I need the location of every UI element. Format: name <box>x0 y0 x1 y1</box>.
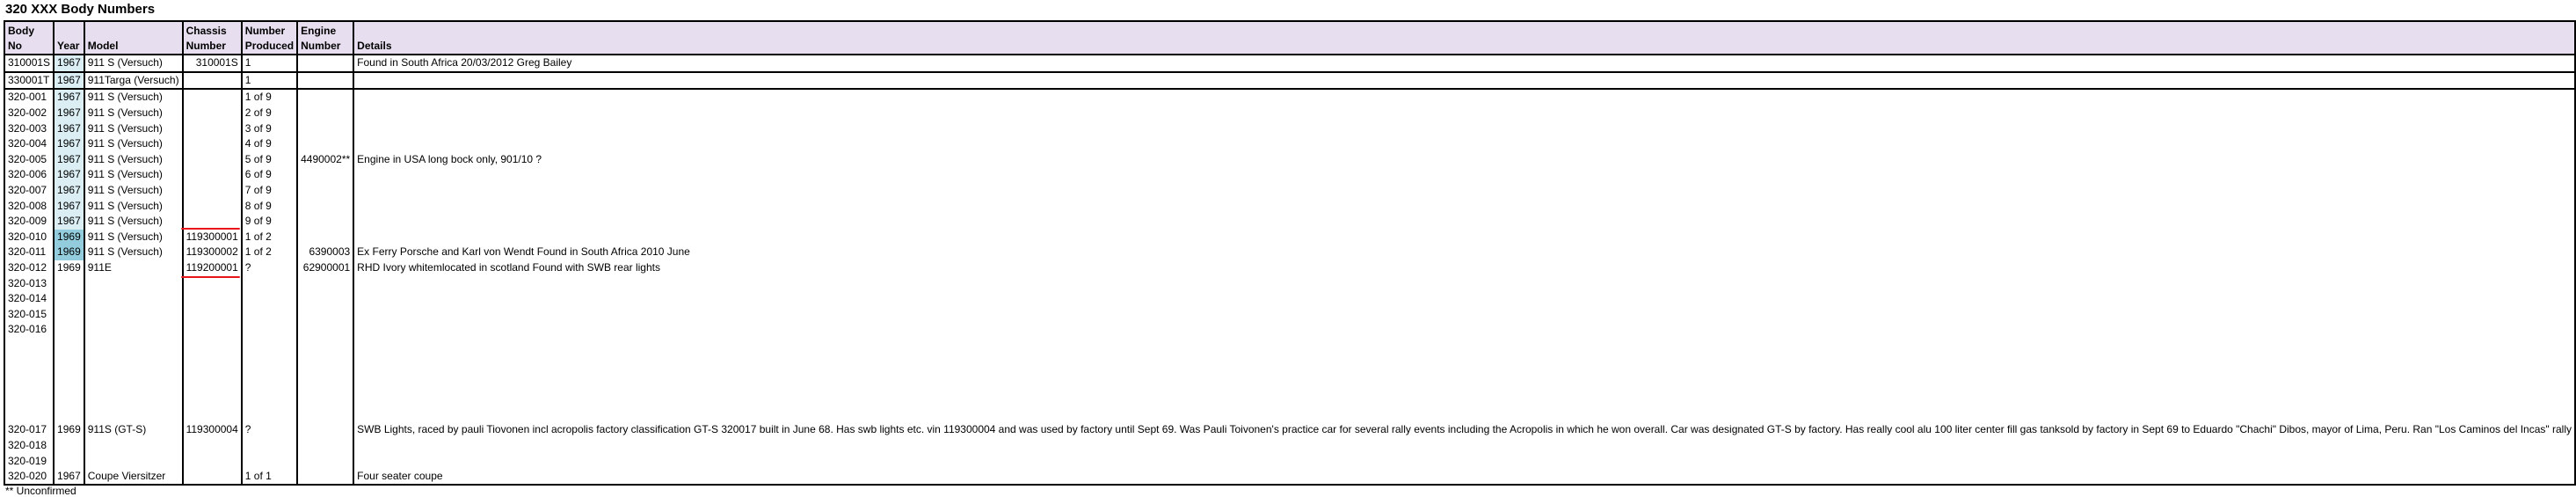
cell-engine[interactable] <box>297 198 353 214</box>
cell-produced[interactable] <box>242 275 297 291</box>
cell-year[interactable] <box>54 245 84 260</box>
table-row <box>4 183 2575 199</box>
year-value: 1967 <box>57 199 81 212</box>
cell-body-no[interactable] <box>4 275 54 291</box>
table-row <box>4 106 2575 121</box>
cell-chassis[interactable] <box>183 106 242 121</box>
cell-body-no[interactable] <box>4 453 54 469</box>
produced-value: 1 <box>244 56 251 69</box>
cell-engine[interactable] <box>297 453 353 469</box>
cell-model[interactable] <box>84 121 183 136</box>
cell-produced[interactable] <box>242 322 297 338</box>
cell-details[interactable] <box>353 245 2575 260</box>
table-row <box>4 245 2575 260</box>
cell-year[interactable] <box>54 453 84 469</box>
body-no-value: 320-011 <box>8 245 47 259</box>
red-underline-mark <box>181 276 240 278</box>
chassis-value: 119300002 <box>186 245 238 259</box>
header-year[interactable]: Year <box>54 21 84 55</box>
cell-body-no[interactable] <box>4 230 54 245</box>
cell-chassis[interactable] <box>183 291 242 307</box>
cell-produced[interactable] <box>242 72 297 90</box>
year-value: 1969 <box>57 423 81 436</box>
header-row <box>4 21 2575 55</box>
body-numbers-table <box>4 20 2576 486</box>
cell-chassis[interactable] <box>183 183 242 199</box>
cell-chassis[interactable] <box>183 245 242 260</box>
produced-value: 2 of 9 <box>244 106 272 120</box>
body-no-value: 320-019 <box>8 454 47 467</box>
cell-year[interactable] <box>54 183 84 199</box>
header-number-produced[interactable]: Number Produced <box>242 21 297 55</box>
cell-year[interactable] <box>54 152 84 168</box>
cell-chassis[interactable] <box>183 307 242 323</box>
table-row <box>4 230 2575 245</box>
cell-chassis[interactable] <box>183 260 242 276</box>
table-row <box>4 338 2575 438</box>
cell-produced[interactable] <box>242 338 297 438</box>
model-value: 911 S (Versuch) <box>87 199 163 212</box>
table-row <box>4 136 2575 152</box>
cell-model[interactable] <box>84 338 183 438</box>
cell-chassis[interactable] <box>183 136 242 152</box>
year-value: 1969 <box>57 230 81 243</box>
cell-produced[interactable] <box>242 198 297 214</box>
cell-chassis[interactable] <box>183 89 242 106</box>
cell-body-no[interactable] <box>4 322 54 338</box>
cell-produced[interactable] <box>242 245 297 260</box>
table-row <box>4 121 2575 136</box>
cell-engine[interactable] <box>297 152 353 168</box>
cell-produced[interactable] <box>242 152 297 168</box>
engine-value: 62900001 <box>302 261 351 274</box>
cell-engine[interactable] <box>297 438 353 454</box>
produced-value: ? <box>244 261 251 274</box>
model-value: Coupe Viersitzer <box>87 470 166 483</box>
cell-engine[interactable] <box>297 55 353 72</box>
cell-produced[interactable] <box>242 214 297 230</box>
body-no-value: 320-003 <box>8 121 47 135</box>
model-value: 911Targa (Versuch) <box>87 73 179 86</box>
produced-value: 1 of 2 <box>244 245 272 259</box>
cell-produced[interactable] <box>242 230 297 245</box>
body-no-value: 330001T <box>8 73 50 86</box>
details-value: RHD Ivory whitemlocated in scotland Found with SWB rear lights <box>357 261 660 274</box>
body-no-value: 320-017 <box>8 423 47 436</box>
cell-details[interactable] <box>353 438 2575 454</box>
chassis-value: 119300004 <box>186 423 238 436</box>
chassis-value: 119200001 <box>186 260 238 275</box>
model-value: 911 S (Versuch) <box>87 215 163 228</box>
cell-model[interactable] <box>84 89 183 106</box>
year-value: 1967 <box>57 91 81 104</box>
cell-model[interactable] <box>84 72 183 90</box>
year-value: 1967 <box>57 106 81 120</box>
cell-engine[interactable] <box>297 322 353 338</box>
cell-year[interactable] <box>54 469 84 486</box>
year-value: 1967 <box>57 73 81 86</box>
cell-model[interactable] <box>84 291 183 307</box>
body-no-value: 320-016 <box>8 323 47 336</box>
cell-body-no[interactable] <box>4 291 54 307</box>
cell-details[interactable] <box>353 260 2575 276</box>
table-row <box>4 307 2575 323</box>
cell-details[interactable] <box>353 307 2575 323</box>
table-row <box>4 55 2575 72</box>
table-row <box>4 453 2575 469</box>
cell-engine[interactable] <box>297 72 353 90</box>
cell-produced[interactable] <box>242 291 297 307</box>
cell-details[interactable] <box>353 275 2575 291</box>
cell-body-no[interactable] <box>4 89 54 106</box>
cell-chassis[interactable] <box>183 230 242 245</box>
model-value: 911 S (Versuch) <box>87 245 163 259</box>
year-value: 1969 <box>57 261 81 274</box>
cell-details[interactable] <box>353 106 2575 121</box>
cell-body-no[interactable] <box>4 183 54 199</box>
cell-engine[interactable] <box>297 167 353 183</box>
engine-value: 6390003 <box>309 245 351 259</box>
produced-value: 3 of 9 <box>244 121 272 135</box>
table-row <box>4 214 2575 230</box>
cell-details[interactable] <box>353 121 2575 136</box>
model-value: 911 S (Versuch) <box>87 184 163 197</box>
year-value: 1967 <box>57 137 81 150</box>
cell-engine[interactable] <box>297 469 353 486</box>
year-value: 1967 <box>57 184 81 197</box>
cell-body-no[interactable] <box>4 55 54 72</box>
year-value: 1967 <box>57 121 81 135</box>
year-value: 1967 <box>57 56 81 69</box>
cell-chassis[interactable] <box>183 121 242 136</box>
cell-details[interactable] <box>353 214 2575 230</box>
model-value: 911 S (Versuch) <box>87 121 163 135</box>
details-value: Found in South Africa 20/03/2012 Greg Bailey <box>357 56 572 69</box>
cell-details[interactable] <box>353 230 2575 245</box>
produced-value: 9 of 9 <box>244 215 272 228</box>
cell-produced[interactable] <box>242 438 297 454</box>
produced-value: 8 of 9 <box>244 199 272 212</box>
year-value: 1967 <box>57 470 81 483</box>
model-value: 911 S (Versuch) <box>87 230 163 243</box>
cell-produced[interactable] <box>242 469 297 486</box>
produced-value: 1 <box>244 73 251 86</box>
body-no-value: 320-018 <box>8 438 47 451</box>
cell-engine[interactable] <box>297 307 353 323</box>
body-no-value: 320-007 <box>8 184 47 197</box>
produced-value: 7 of 9 <box>244 184 272 197</box>
table-row <box>4 167 2575 183</box>
cell-details[interactable] <box>353 338 2575 438</box>
cell-chassis[interactable] <box>183 167 242 183</box>
produced-value: 4 of 9 <box>244 137 272 150</box>
cell-body-no[interactable] <box>4 307 54 323</box>
table-row <box>4 89 2575 106</box>
cell-year[interactable] <box>54 214 84 230</box>
cell-details[interactable] <box>353 198 2575 214</box>
cell-year[interactable] <box>54 338 84 438</box>
year-value: 1967 <box>57 168 81 181</box>
cell-chassis[interactable] <box>183 469 242 486</box>
cell-model[interactable] <box>84 275 183 291</box>
cell-details[interactable] <box>353 167 2575 183</box>
cell-produced[interactable] <box>242 55 297 72</box>
body-no-value: 320-012 <box>8 261 47 274</box>
cell-details[interactable] <box>353 89 2575 106</box>
header-details[interactable]: Details <box>353 21 2575 55</box>
cell-chassis[interactable] <box>183 55 242 72</box>
cell-engine[interactable] <box>297 106 353 121</box>
cell-details[interactable] <box>353 453 2575 469</box>
table-row <box>4 275 2575 291</box>
cell-produced[interactable] <box>242 167 297 183</box>
cell-chassis[interactable] <box>183 72 242 90</box>
body-no-value: 320-001 <box>8 91 47 104</box>
cell-produced[interactable] <box>242 307 297 323</box>
produced-value: 5 of 9 <box>244 152 272 165</box>
header-chassis-number[interactable]: Chassis Number <box>183 21 242 55</box>
cell-engine[interactable] <box>297 260 353 276</box>
cell-body-no[interactable] <box>4 106 54 121</box>
cell-details[interactable] <box>353 72 2575 90</box>
cell-model[interactable] <box>84 307 183 323</box>
cell-model[interactable] <box>84 198 183 214</box>
cell-engine[interactable] <box>297 136 353 152</box>
header-model[interactable]: Model <box>84 21 183 55</box>
cell-chassis[interactable] <box>183 152 242 168</box>
cell-year[interactable] <box>54 72 84 90</box>
cell-engine[interactable] <box>297 338 353 438</box>
cell-body-no[interactable] <box>4 198 54 214</box>
table-row <box>4 291 2575 307</box>
table-row <box>4 322 2575 338</box>
cell-chassis[interactable] <box>183 438 242 454</box>
body-no-value: 320-008 <box>8 199 47 212</box>
cell-year[interactable] <box>54 230 84 245</box>
cell-chassis[interactable] <box>183 214 242 230</box>
cell-model[interactable] <box>84 322 183 338</box>
cell-engine[interactable] <box>297 121 353 136</box>
table-row <box>4 438 2575 454</box>
cell-details[interactable] <box>353 55 2575 72</box>
produced-value: ? <box>244 423 251 436</box>
cell-engine[interactable] <box>297 275 353 291</box>
cell-body-no[interactable] <box>4 245 54 260</box>
cell-model[interactable] <box>84 106 183 121</box>
cell-year[interactable] <box>54 307 84 323</box>
body-no-value: 320-010 <box>8 230 47 243</box>
cell-model[interactable] <box>84 453 183 469</box>
table-row <box>4 198 2575 214</box>
cell-body-no[interactable] <box>4 121 54 136</box>
cell-model[interactable] <box>84 136 183 152</box>
cell-year[interactable] <box>54 121 84 136</box>
cell-model[interactable] <box>84 214 183 230</box>
cell-body-no[interactable] <box>4 438 54 454</box>
cell-model[interactable] <box>84 183 183 199</box>
cell-produced[interactable] <box>242 453 297 469</box>
cell-produced[interactable] <box>242 260 297 276</box>
produced-value: 1 of 1 <box>244 470 272 483</box>
details-value: Four seater coupe <box>357 470 443 483</box>
cell-chassis[interactable] <box>183 198 242 214</box>
body-no-value: 320-020 <box>8 470 47 483</box>
cell-body-no[interactable] <box>4 469 54 486</box>
cell-engine[interactable] <box>297 214 353 230</box>
produced-value: 1 of 9 <box>244 91 272 104</box>
year-value: 1967 <box>57 152 81 165</box>
cell-body-no[interactable] <box>4 72 54 90</box>
cell-year[interactable] <box>54 438 84 454</box>
cell-chassis[interactable] <box>183 453 242 469</box>
header-engine-number[interactable]: Engine Number <box>297 21 353 55</box>
year-value: 1967 <box>57 215 81 228</box>
cell-engine[interactable] <box>297 183 353 199</box>
sheet-title: 320 XXX Body Numbers <box>5 2 156 17</box>
cell-engine[interactable] <box>297 230 353 245</box>
footnote: ** Unconfirmed <box>5 485 76 497</box>
cell-details[interactable] <box>353 469 2575 486</box>
body-no-value: 320-014 <box>8 292 47 305</box>
cell-model[interactable] <box>84 245 183 260</box>
cell-details[interactable] <box>353 291 2575 307</box>
body-no-value: 320-002 <box>8 106 47 120</box>
cell-body-no[interactable] <box>4 338 54 438</box>
cell-year[interactable] <box>54 322 84 338</box>
cell-body-no[interactable] <box>4 260 54 276</box>
details-value: Ex Ferry Porsche and Karl von Wendt Found in South Africa 2010 June <box>357 245 690 259</box>
table-row <box>4 260 2575 276</box>
cell-model[interactable] <box>84 167 183 183</box>
produced-value: 1 of 2 <box>244 230 272 243</box>
cell-details[interactable] <box>353 322 2575 338</box>
cell-engine[interactable] <box>297 245 353 260</box>
cell-engine[interactable] <box>297 89 353 106</box>
cell-year[interactable] <box>54 106 84 121</box>
model-value: 911 S (Versuch) <box>87 152 163 165</box>
model-value: 911 S (Versuch) <box>87 56 163 69</box>
cell-details[interactable] <box>353 136 2575 152</box>
cell-produced[interactable] <box>242 121 297 136</box>
cell-year[interactable] <box>54 291 84 307</box>
cell-produced[interactable] <box>242 136 297 152</box>
cell-produced[interactable] <box>242 106 297 121</box>
engine-value: 4490002** <box>301 152 351 165</box>
cell-body-no[interactable] <box>4 152 54 168</box>
body-no-value: 320-015 <box>8 307 47 320</box>
cell-year[interactable] <box>54 89 84 106</box>
cell-year[interactable] <box>54 260 84 276</box>
table-row <box>4 72 2575 90</box>
cell-details[interactable] <box>353 183 2575 199</box>
body-no-value: 320-005 <box>8 152 47 165</box>
model-value: 911 S (Versuch) <box>87 91 163 104</box>
cell-year[interactable] <box>54 167 84 183</box>
model-value: 911 S (Versuch) <box>87 106 163 120</box>
cell-model[interactable] <box>84 438 183 454</box>
table-row <box>4 152 2575 168</box>
cell-chassis[interactable] <box>183 338 242 438</box>
details-value: Engine in USA long bock only, 901/10 ? <box>357 152 542 165</box>
cell-produced[interactable] <box>242 89 297 106</box>
cell-produced[interactable] <box>242 183 297 199</box>
body-no-value: 310001S <box>8 56 51 69</box>
model-value: 911 S (Versuch) <box>87 137 163 150</box>
cell-model[interactable] <box>84 230 183 245</box>
body-no-value: 320-013 <box>8 276 47 289</box>
cell-year[interactable] <box>54 198 84 214</box>
cell-engine[interactable] <box>297 291 353 307</box>
details-value: SWB Lights, raced by pauli Tiovonen incl acropolis factory classification GT-S 320017 built in June 68. Has swb lights etc. vin 119300004 and was used by factory until Sept 69. Was Pauli Toivonen's practice car for several rally events including the Acropolis in which he won overall. Car was designated GT-S by factory. Has really cool alu 100 liter center fill gas tanksold by factory in Sept 69 to Eduardo "Chachi" Dibos, mayor of Lima, Peru. Ran "Los Caminos del Incas" rally <box>357 423 2572 436</box>
red-underline-mark <box>181 228 240 230</box>
cell-body-no[interactable] <box>4 167 54 183</box>
model-value: 911S (GT-S) <box>87 423 147 436</box>
body-no-value: 320-009 <box>8 215 47 228</box>
body-no-value: 320-004 <box>8 137 47 150</box>
cell-year[interactable] <box>54 136 84 152</box>
chassis-value: 310001S <box>195 56 238 69</box>
cell-model[interactable] <box>84 152 183 168</box>
cell-year[interactable] <box>54 55 84 72</box>
cell-chassis[interactable] <box>183 322 242 338</box>
cell-body-no[interactable] <box>4 214 54 230</box>
cell-body-no[interactable] <box>4 136 54 152</box>
model-value: 911E <box>87 261 112 274</box>
produced-value: 6 of 9 <box>244 168 272 181</box>
year-value: 1969 <box>57 245 81 259</box>
model-value: 911 S (Versuch) <box>87 168 163 181</box>
cell-year[interactable] <box>54 275 84 291</box>
body-no-value: 320-006 <box>8 168 47 181</box>
cell-model[interactable] <box>84 469 183 486</box>
chassis-value: 119300001 <box>186 230 238 245</box>
header-body-no[interactable]: Body No <box>4 21 54 55</box>
cell-details[interactable] <box>353 152 2575 168</box>
cell-model[interactable] <box>84 55 183 72</box>
table-row <box>4 469 2575 486</box>
cell-model[interactable] <box>84 260 183 276</box>
